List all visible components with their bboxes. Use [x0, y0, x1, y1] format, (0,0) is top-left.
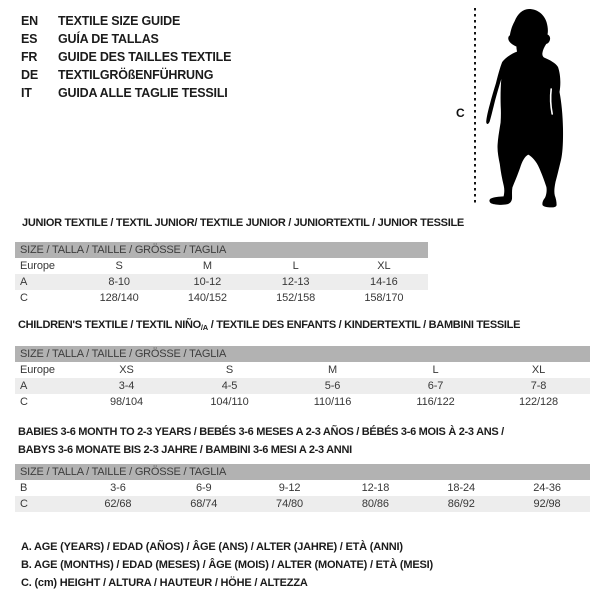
language-code: EN	[21, 14, 38, 28]
table-cell: 128/140	[99, 292, 139, 304]
language-title: TEXTILGRÖßENFÜHRUNG	[58, 68, 214, 82]
junior-table-rows	[15, 258, 428, 306]
childrens-size-table	[15, 346, 590, 410]
footnote-age-months: B. AGE (MONTHS) / EDAD (MESES) / ÂGE (MOIS) / ALTER (MONATE) / ETÀ (MESI)	[21, 559, 433, 571]
table-cell: 5-6	[324, 380, 341, 392]
table-cell: L	[432, 364, 439, 376]
size-header-bar: SIZE / TALLA / TAILLE / GRÖSSE / TAGLIA	[15, 464, 590, 480]
table-cell: 4-5	[221, 380, 238, 392]
table-cell: 68/74	[190, 498, 218, 510]
table-row	[15, 274, 428, 290]
footnotes	[21, 538, 433, 592]
table-cell: 86/92	[447, 498, 475, 510]
table-cell: 158/170	[364, 292, 404, 304]
language-title: GUIDA ALLE TAGLIE TESSILI	[58, 86, 228, 100]
language-code: IT	[21, 86, 32, 100]
language-row	[21, 12, 231, 30]
table-cell: S	[115, 260, 123, 272]
table-row	[15, 480, 590, 496]
table-cell: 3-4	[118, 380, 135, 392]
row-label: C	[20, 498, 28, 510]
language-title: GUÍA DE TALLAS	[58, 32, 159, 46]
height-measure-label: C	[456, 106, 465, 120]
junior-section-title: JUNIOR TEXTILE / TEXTIL JUNIOR/ TEXTILE JUNIOR / JUNIORTEXTIL / JUNIOR TESSILE	[22, 217, 464, 229]
language-list	[21, 12, 231, 102]
babies-title-line1: BABIES 3-6 MONTH TO 2-3 YEARS / BEBÉS 3-6 MESES A 2-3 AÑOS / BÉBÉS 3-6 MOIS À 2-3 ANS /	[18, 426, 504, 438]
table-row	[15, 290, 428, 306]
table-row	[15, 362, 590, 378]
childrens-table-rows	[15, 362, 590, 410]
table-cell: XL	[531, 364, 546, 376]
table-cell: 24-36	[533, 482, 561, 494]
row-label: A	[20, 380, 28, 392]
babies-section-title	[18, 424, 504, 459]
babies-size-table	[15, 464, 590, 512]
language-row	[21, 48, 231, 66]
language-title: TEXTILE SIZE GUIDE	[58, 14, 181, 28]
language-row	[21, 84, 231, 102]
language-row	[21, 30, 231, 48]
row-label: B	[20, 482, 28, 494]
table-cell: XL	[377, 260, 391, 272]
table-cell: 6-9	[195, 482, 212, 494]
table-cell: 12-13	[281, 276, 310, 288]
size-header-bar: SIZE / TALLA / TAILLE / GRÖSSE / TAGLIA	[15, 242, 428, 258]
table-cell: 18-24	[447, 482, 476, 494]
table-cell: 7-8	[530, 380, 547, 392]
row-label: C	[20, 396, 28, 408]
table-cell: 104/110	[210, 396, 249, 408]
table-cell: 116/122	[416, 396, 455, 408]
table-cell: M	[202, 260, 212, 272]
table-cell: 9-12	[278, 482, 301, 494]
table-cell: 12-18	[361, 482, 390, 494]
table-cell: 152/158	[276, 292, 316, 304]
size-header-bar: SIZE / TALLA / TAILLE / GRÖSSE / TAGLIA	[15, 346, 590, 362]
table-cell: 92/98	[533, 498, 561, 510]
table-cell: XS	[119, 364, 134, 376]
footnote-age-years: A. AGE (YEARS) / EDAD (AÑOS) / ÂGE (ANS) / ALTER (JAHRE) / ETÀ (ANNI)	[21, 541, 403, 553]
table-cell: 62/68	[104, 498, 132, 510]
childrens-title-subscript: /A	[200, 323, 208, 332]
table-cell: 10-12	[193, 276, 222, 288]
table-cell: 3-6	[110, 482, 126, 494]
babies-title-line2: BABYS 3-6 MONATE BIS 2-3 JAHRE / BAMBINI 3-6 MESI A 2-3 ANNI	[18, 443, 352, 456]
childrens-title-rest: / TEXTILE DES ENFANTS / KINDERTEXTIL / BAMBINI TESSILE	[208, 319, 521, 331]
language-code: DE	[21, 68, 38, 82]
table-row	[15, 394, 590, 410]
childrens-title-main: CHILDREN'S TEXTILE / TEXTIL NIÑO	[18, 319, 201, 331]
table-cell: M	[327, 364, 338, 376]
childrens-section-title	[18, 319, 520, 334]
language-row	[21, 66, 231, 84]
language-code: ES	[21, 32, 38, 46]
babies-table-rows	[15, 480, 590, 512]
table-row	[15, 378, 590, 394]
table-cell: 98/104	[109, 396, 144, 408]
table-cell: 140/152	[187, 292, 227, 304]
table-row	[15, 258, 428, 274]
table-cell: 122/128	[518, 396, 559, 408]
junior-size-table	[15, 242, 428, 306]
table-cell: 14-16	[370, 276, 398, 288]
table-cell: 8-10	[108, 276, 130, 288]
table-row	[15, 496, 590, 512]
row-label: C	[20, 292, 28, 304]
language-title: GUIDE DES TAILLES TEXTILE	[58, 50, 232, 64]
table-cell: 80/86	[361, 498, 389, 510]
row-label: A	[20, 276, 28, 288]
table-cell: 6-7	[427, 380, 444, 392]
row-label: Europe	[20, 364, 55, 376]
table-cell: S	[225, 364, 234, 376]
footnote-height-cm: C. (cm) HEIGHT / ALTURA / HAUTEUR / HÖHE / ALTEZZA	[21, 577, 308, 589]
height-dashed-line	[474, 8, 476, 206]
language-code: FR	[21, 50, 38, 64]
table-cell: 110/116	[313, 396, 352, 408]
table-cell: L	[292, 260, 299, 272]
table-cell: 74/80	[276, 498, 304, 510]
row-label: Europe	[20, 260, 55, 272]
toddler-silhouette-image	[484, 2, 596, 214]
